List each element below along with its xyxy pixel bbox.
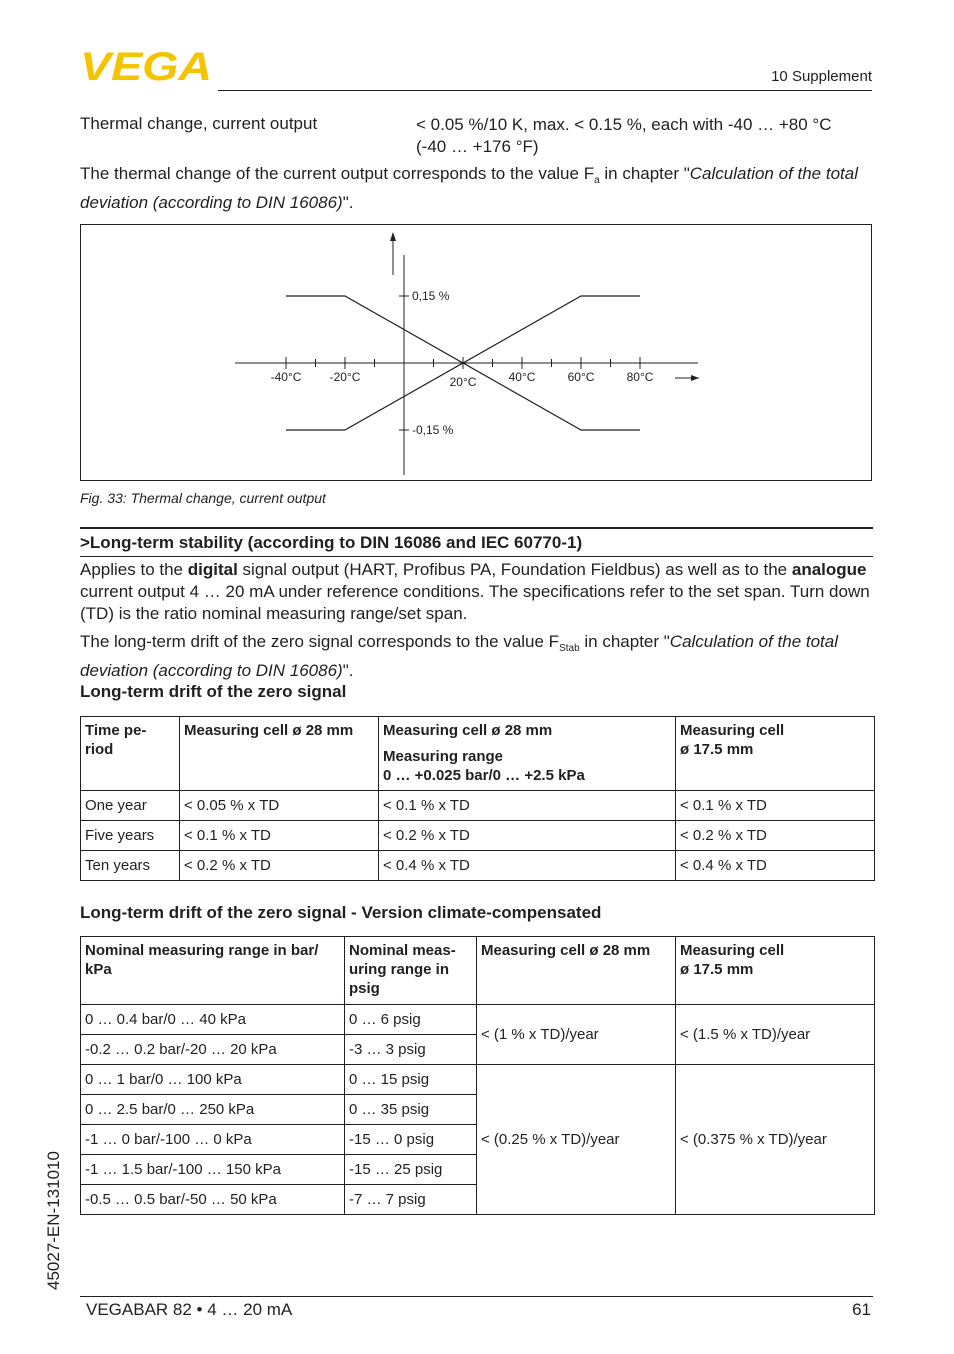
document-code: 45027-EN-131010 [44, 1151, 63, 1290]
thermal-para-sub: a [594, 175, 600, 186]
table2-header-c4-l1: Measuring cell [680, 942, 785, 959]
y-axis-arrow-head [390, 232, 396, 241]
p1-c: signal output (HART, Profibus PA, Foundation Fieldbus) as well as to the [237, 560, 792, 579]
table1-header-cell17 [676, 717, 875, 791]
table-row [81, 791, 875, 821]
x-tick-label: 40°C [508, 370, 536, 384]
table1-header-c4-l1: Measuring cell [680, 722, 785, 739]
table1-header-row [81, 717, 875, 791]
table2-title: Long-term drift of the zero signal - Version climate-compensated [80, 903, 602, 922]
table-row [81, 851, 875, 881]
vega-logo [80, 48, 214, 84]
table-cell: -15 … 0 psig [345, 1125, 477, 1155]
p2-ref: Calculation of the total deviation (according to DIN 16086) [80, 632, 839, 680]
footer-product: VEGABAR 82 • 4 … 20 mA [86, 1300, 293, 1319]
table2-header-c1-l2: kPa [85, 961, 112, 978]
table-cell: < 0.4 % x TD [676, 851, 875, 881]
chart-frame [80, 224, 872, 481]
thermal-paragraph [80, 163, 872, 214]
section-label: 10 Supplement [771, 68, 872, 85]
table-cell: 0 … 1 bar/0 … 100 kPa [81, 1065, 345, 1095]
table1-header-period-l1: Time pe- [85, 722, 147, 739]
thermal-para-end: ". [342, 193, 354, 212]
x-tick-label: 60°C [567, 370, 595, 384]
table-cell: 0 … 35 psig [345, 1095, 477, 1125]
table1-header-period-l2: riod [85, 741, 114, 758]
table-row [81, 1065, 875, 1095]
table1-header-c3-l2: Measuring range [383, 748, 504, 765]
x-tick-label: -20°C [329, 370, 361, 384]
table-cell: -7 … 7 psig [345, 1185, 477, 1215]
figure-caption: Fig. 33: Thermal change, current output [80, 490, 326, 506]
page-number: 61 [852, 1300, 871, 1319]
table-cell: < 0.2 % x TD [180, 851, 379, 881]
p1-e: current output 4 … 20 mA under reference conditions. The specifications refer to the set span. Turn down (TD) is the ratio nominal measuring range/set span. [80, 582, 870, 623]
table-cell: 0 … 0.4 bar/0 … 40 kPa [81, 1005, 345, 1035]
p2-mid: in chapter " [579, 632, 670, 651]
table2-header-psig [345, 937, 477, 1005]
thermal-para-ref: Calculation of the total deviation (according to DIN 16086) [80, 164, 858, 212]
footer-rule [80, 1296, 873, 1297]
table2-header-row [81, 937, 875, 1005]
table-cell: < 0.1 % x TD [379, 791, 676, 821]
table1-header-period [81, 717, 180, 791]
table-cell: One year [81, 791, 180, 821]
p2-end: ". [342, 661, 354, 680]
table-cell: -0.5 … 0.5 bar/-50 … 50 kPa [81, 1185, 345, 1215]
chart-axes [235, 232, 699, 475]
p1-d: analogue [791, 560, 867, 579]
table-cell: 0 … 15 psig [345, 1065, 477, 1095]
y-tick-label: 0,15 % [412, 289, 450, 303]
table-cell-merged: < (0.375 % x TD)/year [676, 1065, 875, 1215]
x-tick-label: -40°C [270, 370, 302, 384]
table-cell-merged: < (0.25 % x TD)/year [477, 1065, 676, 1215]
table-cell: -15 … 25 psig [345, 1155, 477, 1185]
spec-value-line-1: < 0.05 %/10 K, max. < 0.15 %, each with -40 … +80 °C [416, 115, 832, 134]
spec-value [416, 114, 872, 158]
table1-header-cell28: Measuring cell ø 28 mm [180, 717, 379, 791]
table-cell: -0.2 … 0.2 bar/-20 … 20 kPa [81, 1035, 345, 1065]
table-cell: -1 … 0 bar/-100 … 0 kPa [81, 1125, 345, 1155]
thermal-para-mid: in chapter " [599, 164, 690, 183]
table2-header-c2-l2: uring range in [349, 961, 450, 978]
table2-header-cell28: Measuring cell ø 28 mm [477, 937, 676, 1005]
table-cell: -3 … 3 psig [345, 1035, 477, 1065]
table-cell: < 0.2 % x TD [379, 821, 676, 851]
table-cell: 0 … 6 psig [345, 1005, 477, 1035]
y-tick-label: -0,15 % [412, 423, 454, 437]
section-rule-bottom [80, 556, 873, 557]
section-rule-top [80, 527, 873, 529]
p2-pre: The long-term drift of the zero signal corresponds to the value F [80, 632, 560, 651]
table2-header-range [81, 937, 345, 1005]
stability-paragraph-1 [80, 559, 872, 625]
x-tick-label: 80°C [626, 370, 654, 384]
p1-a: Applies to the [80, 560, 188, 579]
header-rule [218, 90, 872, 91]
table-cell: < 0.1 % x TD [676, 791, 875, 821]
thermal-para-pre: The thermal change of the current output corresponds to the value F [80, 164, 595, 183]
table-cell: < 0.4 % x TD [379, 851, 676, 881]
p1-b: digital [187, 560, 238, 579]
table-climate-compensated [80, 936, 875, 1215]
table1-header-c3-l3: 0 … +0.025 bar/0 … +2.5 kPa [383, 767, 585, 784]
table-cell: 0 … 2.5 bar/0 … 250 kPa [81, 1095, 345, 1125]
p2-sub: Stab [559, 643, 580, 654]
table-cell: Five years [81, 821, 180, 851]
x-tick-label: 20°C [449, 375, 477, 389]
spec-value-line-2: (-40 … +176 °F) [416, 137, 539, 156]
table-cell: < 0.05 % x TD [180, 791, 379, 821]
stability-paragraph-2 [80, 631, 872, 682]
spec-label: Thermal change, current output [80, 114, 318, 133]
stability-heading: >Long-term stability (according to DIN 16086 and IEC 60770-1) [80, 533, 583, 552]
table1-header-c3-l1: Measuring cell ø 28 mm [383, 722, 553, 739]
x-axis-arrow-head [691, 375, 699, 381]
table-cell: < 0.1 % x TD [180, 821, 379, 851]
table-cell: -1 … 1.5 bar/-100 … 150 kPa [81, 1155, 345, 1185]
table-row [81, 821, 875, 851]
table-cell: < 0.2 % x TD [676, 821, 875, 851]
series-upper-limit [286, 296, 640, 363]
table2-header-c2-l3: psig [349, 980, 380, 997]
table2-header-c1-l1: Nominal measuring range in bar/ [85, 942, 319, 959]
table2-header-c4-l2: ø 17.5 mm [680, 961, 754, 978]
table-zero-drift [80, 716, 875, 881]
table2-header-c2-l1: Nominal meas- [349, 942, 456, 959]
table-cell: Ten years [81, 851, 180, 881]
logo-text: VEGA [80, 48, 212, 84]
table1-title: Long-term drift of the zero signal [80, 682, 347, 701]
table-cell-merged: < (1 % x TD)/year [477, 1005, 676, 1065]
table-cell-merged: < (1.5 % x TD)/year [676, 1005, 875, 1065]
thermal-chart [81, 225, 871, 480]
table1-header-c4-l2: ø 17.5 mm [680, 741, 754, 758]
table-row [81, 1005, 875, 1035]
table1-header-cell28-range [379, 717, 676, 791]
table2-header-cell17 [676, 937, 875, 1005]
